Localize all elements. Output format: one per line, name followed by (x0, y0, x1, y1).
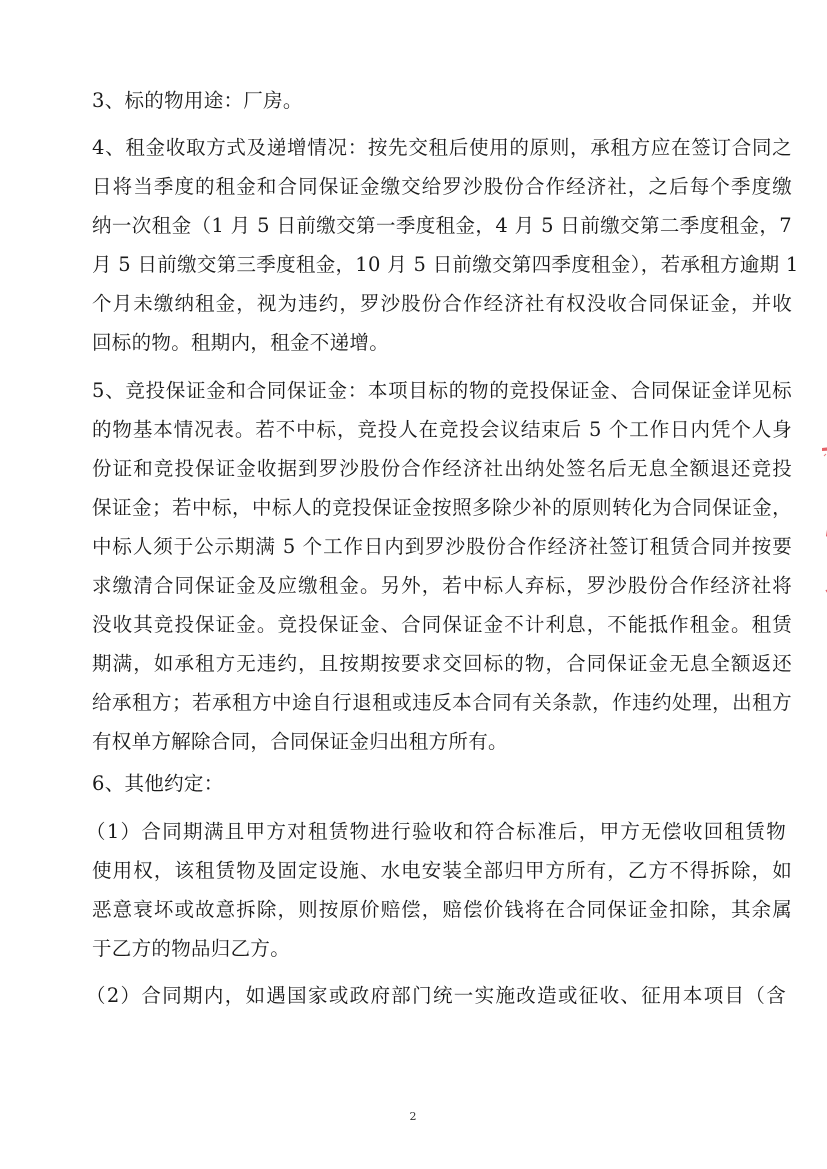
clause-4-line-3: 纳一次租金（1 月 5 日前缴交第一季度租金，4 月 5 日前缴交第二季度租金，7 (92, 214, 792, 237)
clause-5-line-6: 求缴清合同保证金及应缴租金。另外，若中标人弃标，罗沙股份合作经济社将 (92, 574, 792, 597)
red-seal-stamp-icon (800, 440, 827, 615)
clause-6-1-line-1: （1）合同期满且甲方对租赁物进行验收和符合标准后，甲方无偿收回租赁物 (86, 820, 786, 843)
clause-5-line-2: 的物基本情况表。若不中标，竞投人在竞投会议结束后 5 个工作日内凭个人身 (92, 418, 792, 441)
clause-6-heading: 6、其他约定： (92, 772, 224, 795)
clause-5-line-4: 保证金；若中标，中标人的竞投保证金按照多除少补的原则转化为合同保证金， (92, 496, 792, 519)
clause-5-line-5: 中标人须于公示期满 5 个工作日内到罗沙股份合作经济社签订租赁合同并按要 (92, 535, 792, 558)
clause-4-line-1: 4、租金收取方式及递增情况：按先交租后使用的原则，承租方应在签订合同之 (92, 136, 792, 159)
clause-5-line-10: 有权单方解除合同，合同保证金归出租方所有。 (92, 730, 508, 753)
clause-5-line-8: 期满，如承租方无违约，且按期按要求交回标的物，合同保证金无息全额返还 (92, 652, 792, 675)
clause-4-line-6: 回标的物。租期内，租金不递增。 (92, 331, 390, 354)
clause-3-line-1: 3、标的物用途：厂房。 (92, 89, 303, 112)
clause-6-1-line-3: 恶意衰坏或故意拆除，则按原价赔偿，赔偿价钱将在合同保证金扣除，其余属 (92, 898, 792, 921)
clause-4-line-2: 日将当季度的租金和合同保证金缴交给罗沙股份合作经济社，之后每个季度缴 (92, 175, 792, 198)
clause-5-line-9: 给承租方；若承租方中途自行退租或违反本合同有关条款，作违约处理，出租方 (92, 691, 792, 714)
clause-5-line-3: 份证和竞投保证金收据到罗沙股份合作经济社出纳处签名后无息全额退还竞投 (92, 457, 792, 480)
clause-6-1-line-4: 于乙方的物品归乙方。 (92, 937, 291, 960)
page-number: 2 (409, 1110, 417, 1123)
clause-5-line-7: 没收其竞投保证金。竞投保证金、合同保证金不计利息，不能抵作租金。租赁 (92, 613, 792, 636)
clause-4-line-4: 月 5 日前缴交第三季度租金，10 月 5 日前缴交第四季度租金），若承租方逾期 1 (92, 253, 799, 276)
clause-5-line-1: 5、竞投保证金和合同保证金：本项目标的物的竞投保证金、合同保证金详见标 (92, 379, 792, 402)
clause-4-line-5: 个月未缴纳租金，视为违约，罗沙股份合作经济社有权没收合同保证金，并收 (92, 292, 792, 315)
clause-6-1-line-2: 使用权，该租赁物及固定设施、水电安装全部归甲方所有，乙方不得拆除，如 (92, 859, 792, 882)
clause-6-2-line-1: （2）合同期内，如遇国家或政府部门统一实施改造或征收、征用本项目（含 (86, 984, 786, 1007)
